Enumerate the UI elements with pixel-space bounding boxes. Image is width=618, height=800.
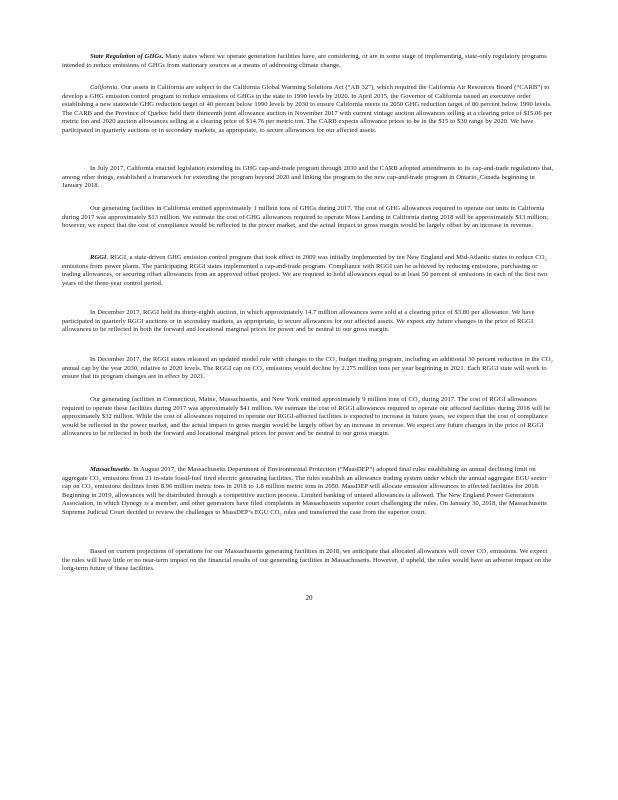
- text-california-emissions: Our generating facilities in California emitted approximately 1 million tons of GHGs during 2017. The cost of GHG allowances required to operate our units in California during 2017 was approximately $13 million. We estimate the cost of GHG allowances required to operate Moss Landing in California during 2018 will be approximately $13 million; however, we expect that the cost of compliance would be reflected in the power market, and the actual impact to gross margin would be largely offset by an increase in revenue.: [62, 205, 548, 230]
- text-rggi: . RGGI, a state-driven GHG emission control program that took effect in 2009 was initially implemented by ten New England and Mid-Atlantic states to reduce CO₂ emissions from power plants. The participating RGGI states implemented a cap-and-trade program. Compliance with RGGI can be achieved by reducing emissions, purchasing or trading allowances, or securing offset allowances from an approved offset project. We are required to hold allowances equal to at least 50 percent of emissions in each of the first two years of the three-year control period.: [62, 254, 548, 287]
- paragraph-california-2017-legislation: [62, 165, 556, 191]
- heading-massachusetts: Massachusetts: [90, 466, 130, 473]
- text-massachusetts: . In August 2017, the Massachusetts Department of Environmental Protection (“MassDEP”) adopted final rules establishing an annual declining limit on aggregate CO₂ emissions from 21 in-state fossil-fuel fired electric generating facilities. The rules establish an allowance trading system under which the annual aggregate EGU sector cap on CO₂ emissions declines from 8.96 million metric tons in 2018 to 1.8 million metric tons in 2050. MassDEP will allocate emission allowances to affected facilities for 2018. Beginning in 2019, allowances will be distributed through a competitive auction process. Limited banking of unused allowances is allowed. The New England Power Generators Association, in which Dynegy is a member, and other generators have filed complaints in Massachusetts superior court challenging the rules. On January 30, 2018, the Massachusetts Supreme Judicial Court decided to review the challenges to MassDEP’s EGU CO₂ rules and transferred the case from the superior court.: [62, 466, 547, 516]
- text-rggi-model-rule: In December 2017, the RGGI states released an updated model rule with changes to the CO₂ budget trading program, including an additional 30 percent reduction in the CO₂ annual cap by the year 2030, relative to 2020 levels. The RGGI cap on CO₂ emissions would decline by 2.275 million tons per year beginning in 2021. Each RGGI state will work to ensure that its program changes are in effect by 2021.: [62, 356, 553, 381]
- text-california: . Our assets in California are subject to the California Global Warming Solutions Act (“AB 32”), which required the California Air Resources Board (“CARB”) to develop a GHG emission control program to reduce emissions of GHGs in the state to 1990 levels by 2020. In April 2015, the Governor of California issued an executive order establishing a new statewide GHG reduction target of 40 percent below 1990 levels by 2030 to ensure California meets its 2050 GHG reduction target of 80 percent below 1990 levels. The CARB and the Province of Quebec held their thirteenth joint allowance auction in November 2017 with current vintage auction allowances selling at a clearing price of $15.06 per metric ton and 2020 auction allowances selling at a clearing price of $14.76 per metric ton. The CARB expects allowance prices to be in the $15 to $30 range by 2020. We have participated in quarterly auctions or in secondary markets, as appropriate, to secure allowances for our affected assets.: [62, 84, 552, 134]
- text-state-regulation: Many states where we operate generation facilities have, are considering, or are in some stage of implementing, state-only regulatory programs intended to reduce emissions of GHGs from stationary sources as a means of addressing climate change.: [62, 53, 547, 69]
- text-massachusetts-projections: Based on current projections of operations for our Massachusetts generating facilities in 2018, we anticipate that allocated allowances will cover CO₂ emissions. We expect the rules will have little or no near-term impact on the financial results of our generating facilities in Massachusetts. However, if upheld, the rules would have an adverse impact on the long-term future of these facilities.: [62, 548, 552, 573]
- heading-california: California: [90, 84, 118, 91]
- heading-rggi: RGGI: [90, 254, 107, 261]
- paragraph-rggi-model-rule: [62, 356, 556, 382]
- page-number: 20: [305, 594, 313, 602]
- text-rggi-costs: Our generating facilities in Connecticut, Maine, Massachusetts, and New York emitted approximately 9 million tons of CO₂ during 2017. The cost of RGGI allowances required to operate these facilities during 2017 was approximately $41 million. We estimate the cost of RGGI allowances required to operate our affected facilities during 2018 will be approximately $32 million. While the cost of allowances required to operate our RGGI-affected facilities is expected to increase in future years, we expect that the cost of compliance would be reflected in the power market, and the actual impact to gross margin would be largely offset by an increase in revenue. We expect any future changes in the price of RGGI allowances to be reflected in both the forward and locational marginal prices for power and be neutral to our gross margin.: [62, 396, 551, 438]
- paragraph-state-regulation: [62, 53, 556, 70]
- text-rggi-auction: In December 2017, RGGI held its thirty-eighth auction, in which approximately 14.7 million allowances were sold at a clearing price of $3.80 per allowance. We have participated in quarterly RGGI auctions or in secondary markets, as appropriate, to secure allowances for our affected assets. We expect any future changes in the price of RGGI allowances to be reflected in both the forward and locational marginal prices for power and be neutral to our gross margin.: [62, 309, 535, 334]
- text-california-legislation: In July 2017, California enacted legislation extending its GHG cap-and-trade program through 2030 and the CARB adopted amendments to its cap-and-trade regulations that, among other things, established a framework for extending the program beyond 2020 and linking the program to the new cap-and-trade program in Ontario, Canada beginning in January 2018.: [62, 165, 554, 190]
- paragraph-rggi-costs: [62, 396, 556, 439]
- paragraph-california: [62, 84, 556, 136]
- paragraph-rggi-auction: [62, 309, 556, 335]
- paragraph-massachusetts: [62, 466, 556, 518]
- paragraph-rggi: [62, 254, 556, 288]
- heading-state-regulation: State Regulation of GHGs.: [90, 53, 164, 60]
- paragraph-california-emissions: [62, 205, 556, 231]
- paragraph-massachusetts-projections: [62, 548, 556, 574]
